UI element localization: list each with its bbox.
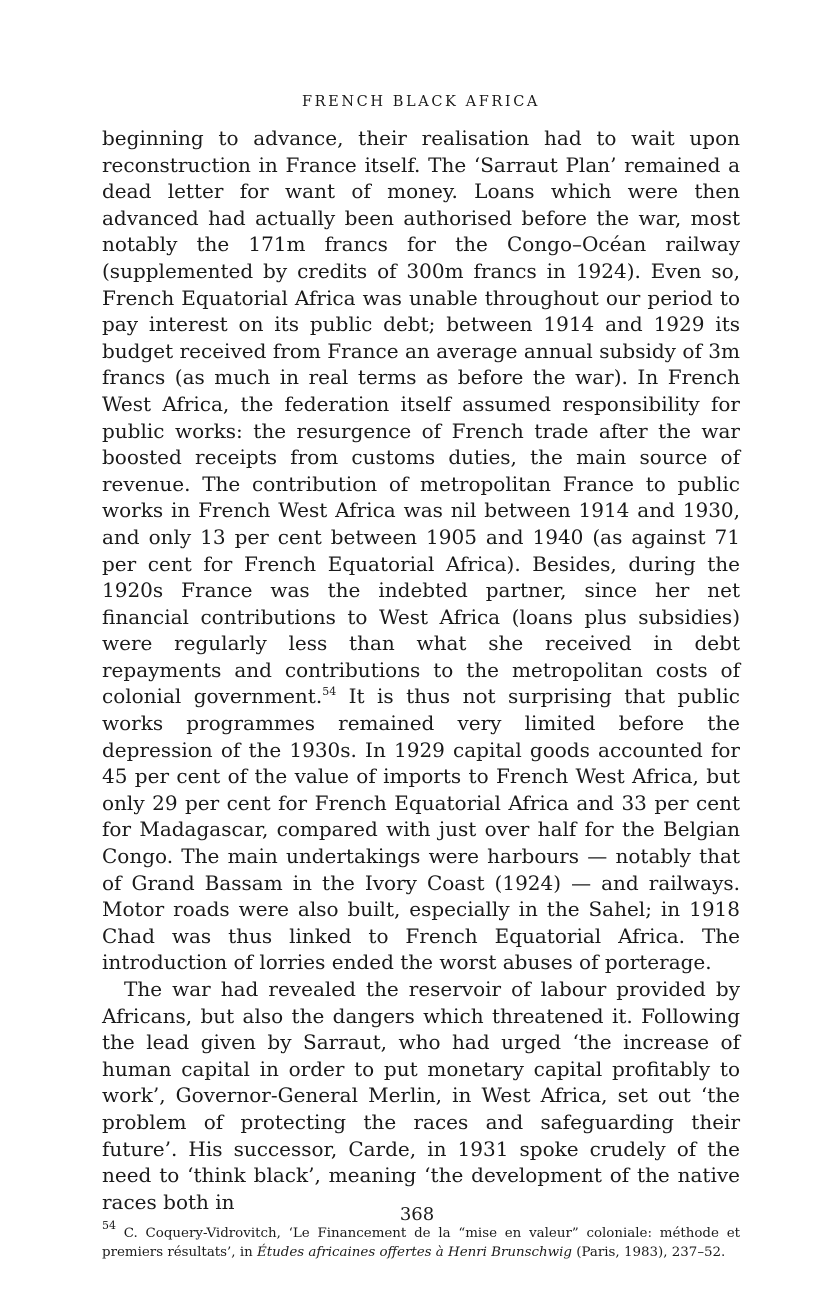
paragraph-1-text-b: It is thus not surprising that public works programmes remained very limited before the depression of the 1930s. In 1929 capital goods accounted for 45 per cent of the value of imports to French West Africa, but only 29 per cent for French Equatorial Africa and 33 per cent for Madagascar, compared with just over half for the Belgian Congo. The main undertakings were harbours — notably that of Grand Bassam in the Ivory Coast (1924) — and railways. Motor roads were also built, especially in the Sahel; in 1918 Chad was thus linked to French Equatorial Africa. The introduction of lorries ended the worst abuses of porterage. xyxy=(102,684,740,975)
running-head: FRENCH BLACK AFRICA xyxy=(301,94,541,110)
paragraph-2: The war had revealed the reservoir of labour provided by Africans, but also the dangers which threatened it. Following the lead given by Sarraut, who had urged ‘the increase of human capital in order to put monetary capital profitably to work’, Governor-General Merlin, in West Africa, set out ‘the problem of protecting the races and safeguarding their future’. His successor, Carde, in 1931 spoke crudely of the need to ‘think black’, meaning ‘the development of the native races both in xyxy=(102,977,740,1214)
footnote-text-b: (Paris, 1983), 237–52. xyxy=(572,1244,726,1260)
paragraph-1 xyxy=(102,125,740,976)
footnote-54 xyxy=(102,1219,740,1262)
footnote-book-title: Études africaines offertes à Henri Brunschwig xyxy=(257,1244,572,1260)
footnotes xyxy=(102,1219,740,1262)
paragraph-1-text-a: beginning to advance, their realisation had to wait upon reconstruction in France itself. The ‘Sarraut Plan’ remained a dead letter for want of money. Loans which were then advanced had actually been authorised before the war, most notably the 171m francs for the Congo–Océan railway (supplemented by credits of 300m francs in 1924). Even so, French Equatorial Africa was unable throughout our period to pay interest on its public debt; between 1914 and 1929 its budget received from France an average annual subsidy of 3m francs (as much in real terms as before the war). In French West Africa, the federation itself assumed responsibility for public works: the resurgence of French trade after the war boosted receipts from customs duties, the main source of revenue. The contribution of metropolitan France to public works in French West Africa was nil between 1914 and 1930, and only 13 per cent between 1905 and 1940 (as against 71 per cent for French Equatorial Africa). Besides, during the 1920s France was the indebted partner, since her net financial contributions to West Africa (loans plus subsidies) were regularly less than what she received in debt repayments and contributions to the metropolitan costs of colonial government. xyxy=(102,126,740,709)
footnote-text-a: C. Coquery-Vidrovitch, ‘Le Financement de la “mise en valeur” coloniale: méthode et premiers résultats’, in xyxy=(102,1226,740,1260)
book-page xyxy=(102,92,740,1262)
footnote-reference-54: 54 xyxy=(322,685,337,699)
footnote-number: 54 xyxy=(102,1219,116,1233)
body-text xyxy=(102,125,740,1215)
page-number: 368 xyxy=(399,1204,435,1225)
